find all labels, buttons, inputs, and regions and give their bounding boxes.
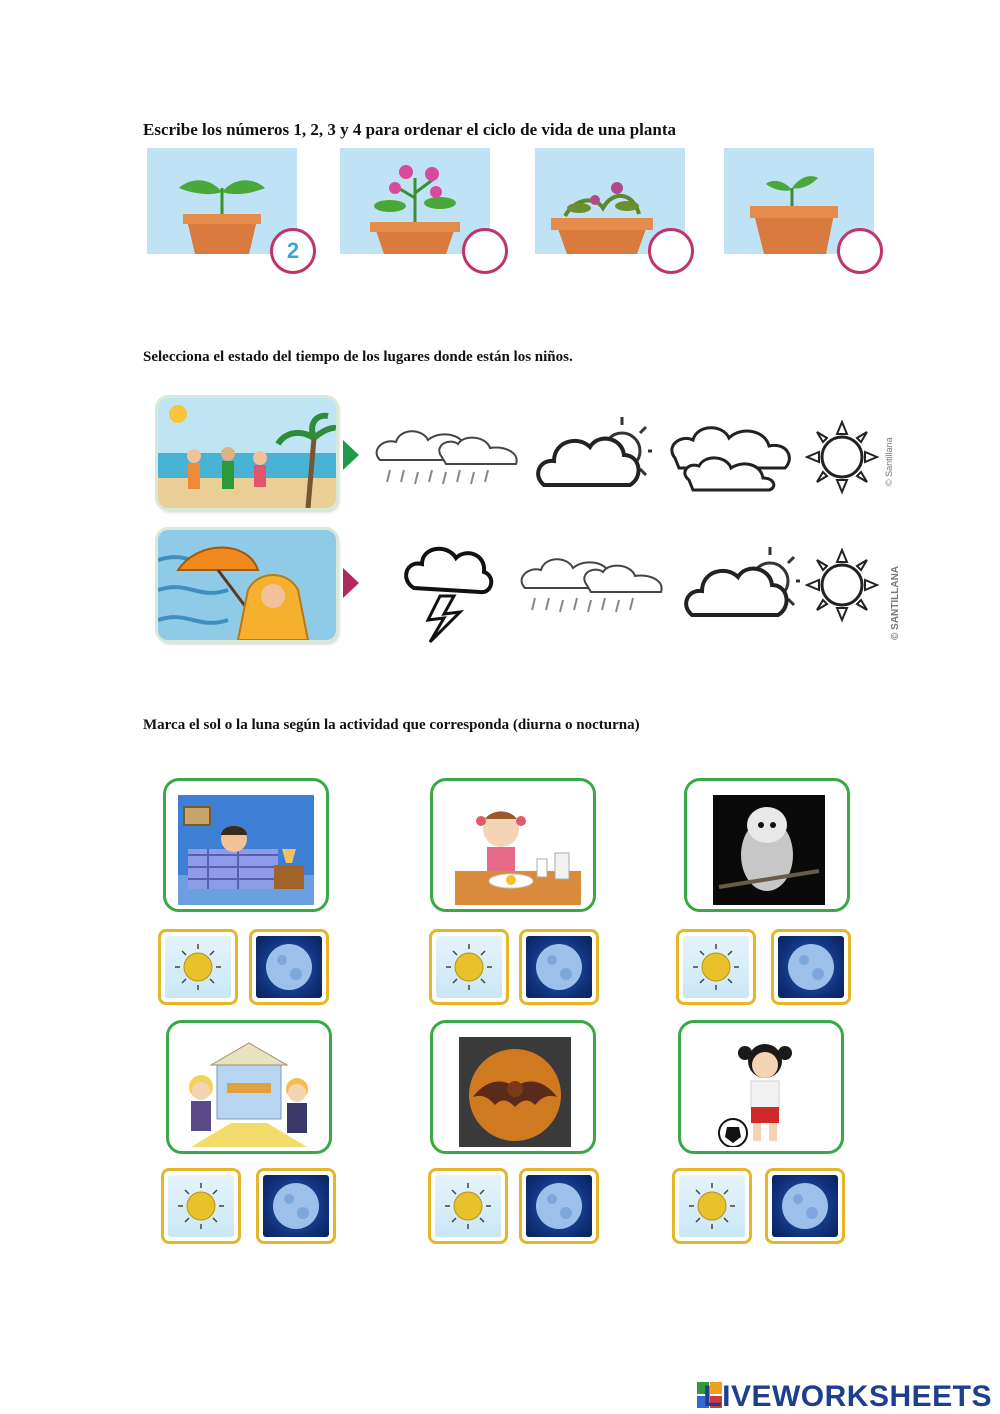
moon-option-4[interactable] bbox=[256, 1168, 336, 1244]
sun-option-6[interactable] bbox=[672, 1168, 752, 1244]
moon-option-2[interactable] bbox=[519, 929, 599, 1005]
sun-option-2[interactable] bbox=[429, 929, 509, 1005]
cloudy-icon[interactable] bbox=[665, 418, 795, 493]
activity-card-school bbox=[166, 1020, 332, 1154]
moon-option-icon bbox=[526, 1175, 592, 1237]
moon-option-icon bbox=[263, 1175, 329, 1237]
sun-icon-2[interactable] bbox=[805, 548, 880, 623]
order-input-1[interactable]: 2 bbox=[270, 228, 316, 274]
beach-scene-card bbox=[158, 398, 336, 508]
moon-option-icon bbox=[256, 936, 322, 998]
bat-image bbox=[445, 1037, 581, 1147]
arrow-green-icon bbox=[343, 440, 359, 470]
instruction-daynight: Marca el sol o la luna según la actividad que corresponda (diurna o nocturna) bbox=[143, 717, 640, 733]
liveworksheets-brand[interactable]: LIVEWORKSHEETS bbox=[703, 1380, 992, 1413]
sun-option-icon bbox=[165, 936, 231, 998]
activity-card-breakfast bbox=[430, 778, 596, 912]
storm-icon[interactable] bbox=[400, 540, 495, 645]
children-school-image bbox=[181, 1037, 317, 1147]
sun-option-icon bbox=[435, 1175, 501, 1237]
moon-option-5[interactable] bbox=[519, 1168, 599, 1244]
activity-card-bat bbox=[430, 1020, 596, 1154]
sun-option-4[interactable] bbox=[161, 1168, 241, 1244]
instruction-plants: Escribe los números 1, 2, 3 y 4 para ordenar el ciclo de vida de una planta bbox=[143, 120, 677, 139]
sun-option-icon bbox=[679, 1175, 745, 1237]
girl-breakfast-image bbox=[445, 795, 581, 905]
sun-icon[interactable] bbox=[805, 420, 880, 495]
instruction-weather: Selecciona el estado del tiempo de los lugares donde están los niños. bbox=[143, 349, 573, 365]
partly-cloudy-icon-2[interactable] bbox=[680, 545, 800, 630]
copyright-2: © SANTILLANA bbox=[890, 565, 901, 640]
order-input-4[interactable] bbox=[837, 228, 883, 274]
sun-option-3[interactable] bbox=[676, 929, 756, 1005]
order-input-3[interactable] bbox=[648, 228, 694, 274]
sun-option-icon bbox=[168, 1175, 234, 1237]
sun-option-icon bbox=[436, 936, 502, 998]
moon-option-3[interactable] bbox=[771, 929, 851, 1005]
moon-option-icon bbox=[526, 936, 592, 998]
copyright-1: © Santillana bbox=[884, 437, 894, 486]
activity-card-owl bbox=[684, 778, 850, 912]
moon-option-icon bbox=[772, 1175, 838, 1237]
girl-soccer-image bbox=[693, 1037, 829, 1147]
rain-cloud-icon[interactable] bbox=[370, 420, 525, 500]
moon-option-6[interactable] bbox=[765, 1168, 845, 1244]
beach-image bbox=[158, 398, 336, 508]
sun-option-icon bbox=[683, 936, 749, 998]
sleeping-child-image bbox=[178, 795, 314, 905]
windy-rain-image bbox=[158, 530, 336, 640]
moon-option-icon bbox=[778, 936, 844, 998]
arrow-magenta-icon bbox=[343, 568, 359, 598]
owl-image bbox=[699, 795, 835, 905]
partly-cloudy-icon[interactable] bbox=[532, 415, 652, 500]
sun-option-1[interactable] bbox=[158, 929, 238, 1005]
sun-option-5[interactable] bbox=[428, 1168, 508, 1244]
rain-cloud-icon-2[interactable] bbox=[515, 548, 670, 628]
windy-rain-scene-card bbox=[158, 530, 336, 640]
moon-option-1[interactable] bbox=[249, 929, 329, 1005]
activity-card-sleeping bbox=[163, 778, 329, 912]
order-input-2[interactable] bbox=[462, 228, 508, 274]
activity-card-soccer bbox=[678, 1020, 844, 1154]
